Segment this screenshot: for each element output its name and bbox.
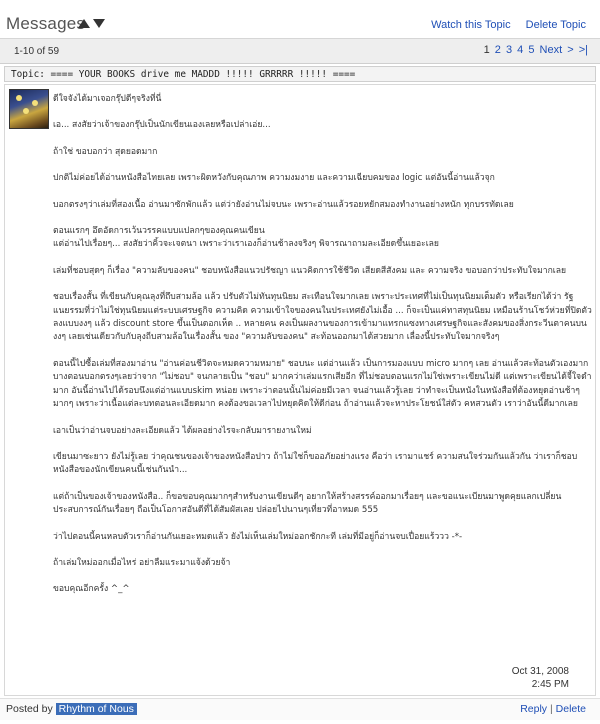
message-paragraph: เล่มที่ชอบสุดๆ ก็เรื่อง "ความลับของคน" ชอบหนังสือแนวปรัชญา แนวคิดการใช้ชีวิต เสียดสีสังคม และ ความจริง ขอบอกว่าประทับใจมากเลย	[53, 265, 567, 276]
avatar-star-icon	[32, 100, 38, 106]
page-link-4[interactable]: 4	[517, 44, 524, 56]
message-paragraph: ชอบเรื่องสั้น ที่เขียนกับคุณลุงที่ถึบสามล้อ แล้ว ปรับตัวไม่ทันทุนนิยม สะเทือนใจมากเลย เพราะประเทศที่ไม่เป็นทุนนิยมเต็มตัว หรือเรียกได้ว่า รัฐแนยรรมที่ว่าไม่ใช่ทุนนิยมแต่ระบบเศรษฐกิจ ความคิด ความเข้าใจของคนในประเทศยังไม่เอื้อ ... ก็จะเป็นแค่ทาสทุนนิยม เหมือนร้านโชว์ห่วยที่ปิดตัวลงแบบงงๆ แล้ว discount store ขึ้นเป็นดอกเห็ด .. หลายคน คงเป็นผลงานของการเข้ามาแทรกแซงทางเศรษฐกิจและสังคมของสิ่งกระวีนตาคนบน งงๆ เลยเช่นเดียวกับกับลุงถีบสามล้อในเรื่องสั้น ของ "ความลับของคน" สะท้อนออกมาได้สวยมาก เลื่องนี้ประทับใจมากจริงๆ	[53, 292, 592, 343]
sort-up-icon[interactable]	[78, 19, 90, 28]
page-link-5[interactable]: 5	[528, 44, 535, 56]
message-actions	[520, 703, 586, 715]
message-time: 2:45 PM	[531, 679, 569, 690]
messages-header	[0, 0, 600, 40]
message-paragraph: ถ้าเล่มใหม่ออกเมื่อไหร่ อย่าลืมแระมาแจ้งด้วยจ้า	[53, 557, 231, 568]
message-paragraph: เขียนมาซะยาว ยังไม่รู้เลย ว่าคุณชนของเจ้าของหนังสือปาว ถ้าไม่ใช่ก็ขออภัยอย่างแรง คือว่า เรามาแชร์ ความสนใจร่วมกันแล้วกัน ว่าเราก็ชอบหนังสือของนักเขียนคนนี้เช่นกันนํา...	[53, 451, 578, 476]
page-title: Messages	[6, 14, 86, 33]
message-body	[53, 93, 593, 610]
sort-down-icon[interactable]	[93, 19, 105, 28]
delete-topic-link[interactable]: Delete Topic	[525, 19, 586, 31]
message-paragraph: ว่าไปตอนนี้คนหลบตัวเราก็อ่านกันเยอะหมดแล้ว ยังไม่เห็นเล่มใหม่ออกชักกะที เล่มที่มีอยู่ก็อ่านจบเปื่อยแร้ววว -*-	[53, 531, 463, 542]
message-date: Oct 31, 2008	[511, 666, 569, 677]
message-post	[4, 84, 596, 696]
author-link[interactable]: Rhythm of Nous	[56, 703, 137, 715]
page-current: 1	[483, 44, 490, 56]
message-paragraph: เอ... สงสัยว่าเจ้าของกรุ๊ปเป็นนักเขียนเองเลยหรือเปล่าเอ่ย...	[53, 120, 271, 131]
message-timestamp	[512, 665, 569, 691]
header-links	[419, 19, 586, 31]
pagination-bar	[0, 38, 600, 64]
watch-topic-link[interactable]: Watch this Topic	[431, 19, 511, 31]
avatar-star-icon	[16, 95, 22, 101]
message-footer	[0, 698, 600, 720]
message-count: 1-10 of 59	[14, 46, 60, 57]
message-paragraph: บอกตรงๆว่าเล่มที่สองเนื้อ อ่านมาซักพักแล้ว แต่ว่ายังอ่านไม่จบนะ เพราะอ่านแล้วรอยหยักสมองทำงานอย่างหนัก ทุกบรรทัดเลย	[53, 199, 514, 210]
message-paragraph: เอาเป็นว่าอ่านจบอย่างละเอียดแล้ว ได้ผลอย่างไรจะกลับมารายงานใหม่	[53, 425, 312, 436]
action-separator: |	[549, 703, 553, 715]
sort-arrows	[78, 19, 108, 30]
message-paragraph: ปกติไม่ค่อยได้อ่านหนังสือไทยเลย เพราะผิดหวังกับคุณภาพ ความงมงาย และความเฉียบคมของ logic แต่อันนี้อ่านแล้วจุก	[53, 173, 495, 184]
avatar[interactable]	[9, 89, 49, 129]
next-page-link[interactable]: Next	[539, 44, 563, 56]
message-paragraph: ขอบคุณอีกครั้ง ^_^	[53, 584, 130, 595]
page-link-2[interactable]: 2	[494, 44, 501, 56]
last-page-link[interactable]: >|	[578, 44, 588, 56]
reply-link[interactable]: Reply	[520, 703, 548, 715]
topic-title: Topic: ==== YOUR BOOKS drive me MADDD !!!!! GRRRRR !!!!! ====	[4, 66, 596, 82]
delete-message-link[interactable]: Delete	[555, 703, 586, 715]
message-paragraph: ตอนแรกๆ อึดอัดการเว้นวรรคแบบแปลกๆของคุณคนเขียน แต่อ่านไปเรื่อยๆ... สงสัยว่าคิ้วจะเจตนา เพราะว่าเราเองก็อ่านช้าลงจริงๆ พิจารณาถามละเอียดขึ้นเยอะเลย	[53, 226, 439, 250]
posted-by	[6, 703, 137, 715]
page-link-3[interactable]: 3	[505, 44, 513, 56]
pager	[484, 44, 588, 56]
message-paragraph: ดีใจจังได้มาเจอกรุ๊ปดีๆจริงที่นี่	[53, 94, 162, 104]
avatar-star-icon	[23, 108, 29, 114]
message-paragraph: ตอนนี้ไปซื้อเล่มที่สองมาอ่าน "อ่านค่อนชีวิตจะหมดความหมาย" ชอบนะ แต่อ่านแล้ว เป็นการมองแบบ micro มากๆ เลย อ่านแล้วสะท้อนตัวเองมาก บางตอนบอกตรงๆเลยว่าจาก "ไม่ชอบ" จนกลายเป็น "ชอบ" มากคว่าเล่มแรกเสียอีก ที่ไม่ชอบตอนแรกไม่ใช่เพราะเขียนไม่ดี แต่เพราะเขียนได้จี้ใจดำมาก อันนี้อ่านไปได้รอบนึงแต่อ่านแบบskim หน่อย เพราะว่าตอนนั้นไม่ค่อยมีเวลา จนอ่านแล้วรู้เลย ว่าทำจะเป็นหนังในหนังสือที่ต้องหยุดอ่านช้าๆมากๆ เพราะว่าเนื้อแต่ละบทตอนละเอียดมาก คงต้องขอเวลาไปหยุดคิดให้ดีก่อน ถ้าอ่านแล้วจะหาประโยชน์ใส่ตัว คหสวนตัว เราว่าอันนี้ดีมากเลย	[53, 358, 592, 410]
message-paragraph: ถ้าใช่ ขอบอกว่า สุดยอดมาก	[53, 146, 158, 157]
message-paragraph: แต่ถ้าเป็นของเจ้าของหนังสือ.. ก็ขอขอบคุณมากๆสำหรับงานเขียนดีๆ อยากให้สร้างสรรค์ออกมาเรื่อยๆ และขอแนะเบียนมาพูดคุยแลกเปลี่ยนประสบการณ์กันเรื่อยๆ ถือเป็นโอกาสอันดีที่ได้สัมผัสเลย ปล่อยไปนานๆเที่ยวที่อาหมด 555	[53, 491, 562, 516]
next-arrow-icon[interactable]: >	[567, 44, 574, 56]
posted-by-label: Posted by	[6, 703, 53, 715]
